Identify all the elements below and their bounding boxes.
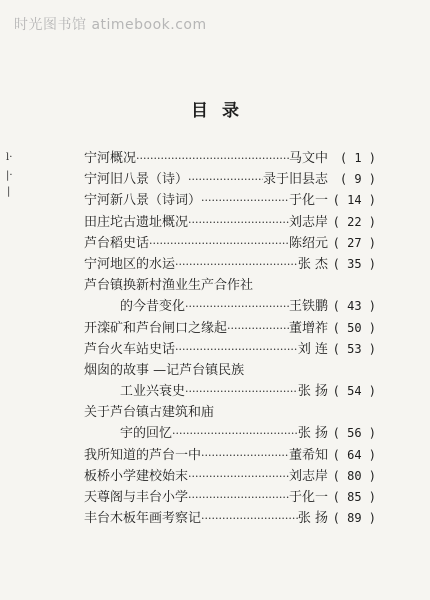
toc-entry-title: 开滦矿和芦台闸口之缘起 <box>84 320 228 336</box>
toc-entry-title: 田庄坨古遗址概况 <box>84 214 189 230</box>
toc-entry-title: 烟囱的故事 —记芦台镇民族 <box>84 362 245 378</box>
toc-dot-leader <box>136 148 289 169</box>
toc-entry-title: 丰台木板年画考察记 <box>84 511 202 527</box>
toc-entry <box>84 402 376 423</box>
toc-entry-author: 刘志岸 <box>288 214 328 230</box>
toc-entry-title: 芦台火车站史话 <box>84 341 176 357</box>
toc-entry-page: ( 64 ) <box>332 447 376 462</box>
toc-entry-page: ( 1 ) <box>339 151 376 165</box>
toc-entry-title: 关于芦台镇古建筑和庙 <box>84 405 215 421</box>
toc-entry-title: 宁河地区的水运 <box>84 256 176 272</box>
toc-entry-author: 录于旧县志 <box>262 172 328 188</box>
toc-entry-page: ( 54 ) <box>332 384 376 399</box>
toc-entry-author: 张 扬 <box>297 384 328 400</box>
toc-entry-author: 马文中 <box>288 151 328 166</box>
toc-entry <box>84 339 376 360</box>
toc-entry-page: ( 89 ) <box>332 511 376 526</box>
toc-entry <box>84 190 376 211</box>
toc-entry-page: ( 9 ) <box>339 172 376 187</box>
toc-entry-page: ( 80 ) <box>332 468 376 483</box>
toc-entry-author: 董增祚 <box>288 320 328 336</box>
toc-entry <box>84 466 376 487</box>
toc-entry-title: 我所知道的芦台一中 <box>84 447 202 463</box>
margin-mark: l· <box>6 152 13 163</box>
toc-entry <box>84 423 376 444</box>
toc-dot-leader <box>201 190 289 211</box>
toc-entry-page: ( 85 ) <box>332 490 376 504</box>
toc-entry-page: ( 35 ) <box>332 256 376 271</box>
toc-entry <box>84 169 376 190</box>
toc-entry-author: 于化一 <box>288 193 328 209</box>
toc-entry-author: 张 杰 <box>297 256 328 272</box>
toc-entry-title: 芦台镇换新村渔业生产合作社 <box>84 278 254 294</box>
toc-entry-title: 宁河旧八景（诗） <box>84 172 189 188</box>
toc-entry-title: 的今昔变化 <box>120 299 186 315</box>
toc-dot-leader <box>188 212 289 233</box>
toc-entry-author: 张 扬 <box>297 426 328 442</box>
toc-entry-author: 刘 连 <box>297 341 328 357</box>
toc-entry-page: ( 56 ) <box>332 426 376 441</box>
toc-entry-page: ( 53 ) <box>332 341 376 356</box>
toc-dot-leader <box>185 296 289 317</box>
toc-entry-author: 张 扬 <box>297 511 328 527</box>
toc-entry <box>84 445 376 466</box>
toc-entry <box>84 381 376 402</box>
toc-entry-author: 董希知 <box>288 447 328 463</box>
toc-entry-author: 王铁鹏 <box>288 299 328 315</box>
toc-entry-author: 刘志岸 <box>288 468 328 484</box>
toc-dot-leader <box>175 254 298 275</box>
toc-entry-page: ( 27 ) <box>332 235 376 250</box>
toc-entry <box>84 296 376 317</box>
toc-entry <box>84 275 376 296</box>
toc-dot-leader <box>188 169 263 190</box>
toc-entry-title: 宁河概况 <box>84 151 137 166</box>
toc-dot-leader <box>172 423 298 444</box>
toc-dot-leader <box>149 233 289 254</box>
toc-entry-title: 宁河新八景（诗词） <box>84 193 202 209</box>
table-of-contents <box>84 148 376 529</box>
toc-entry-page: ( 43 ) <box>332 299 376 314</box>
toc-entry <box>84 318 376 339</box>
page-title: 目录 <box>191 101 253 121</box>
toc-entry <box>84 487 376 508</box>
toc-entry <box>84 508 376 529</box>
toc-entry-page: ( 22 ) <box>332 214 376 229</box>
toc-dot-leader <box>185 381 298 402</box>
toc-entry-author: 陈绍元 <box>288 235 328 251</box>
toc-entry <box>84 233 376 254</box>
toc-entry-title: 宇的回忆 <box>120 426 173 442</box>
toc-entry <box>84 212 376 233</box>
toc-dot-leader <box>175 339 298 360</box>
toc-dot-leader <box>188 487 289 508</box>
toc-entry <box>84 360 376 381</box>
margin-mark: | <box>7 186 11 197</box>
watermark: 时光图书馆 atimebook.com <box>14 17 207 33</box>
toc-dot-leader <box>201 508 298 529</box>
toc-entry-page: ( 50 ) <box>332 320 376 335</box>
toc-dot-leader <box>201 445 289 466</box>
toc-entry-title: 天尊阁与丰台小学 <box>84 490 189 505</box>
toc-entry <box>84 148 376 169</box>
toc-dot-leader <box>188 466 289 487</box>
toc-entry <box>84 254 376 275</box>
toc-entry-page: ( 14 ) <box>332 193 376 208</box>
toc-dot-leader <box>227 318 289 339</box>
toc-entry-author: 于化一 <box>288 490 328 505</box>
toc-entry-title: 芦台稻史话 <box>84 235 150 251</box>
margin-mark: |· <box>6 170 13 181</box>
toc-entry-title: 板桥小学建校始末 <box>84 468 189 484</box>
toc-entry-title: 工业兴衰史 <box>120 384 186 400</box>
